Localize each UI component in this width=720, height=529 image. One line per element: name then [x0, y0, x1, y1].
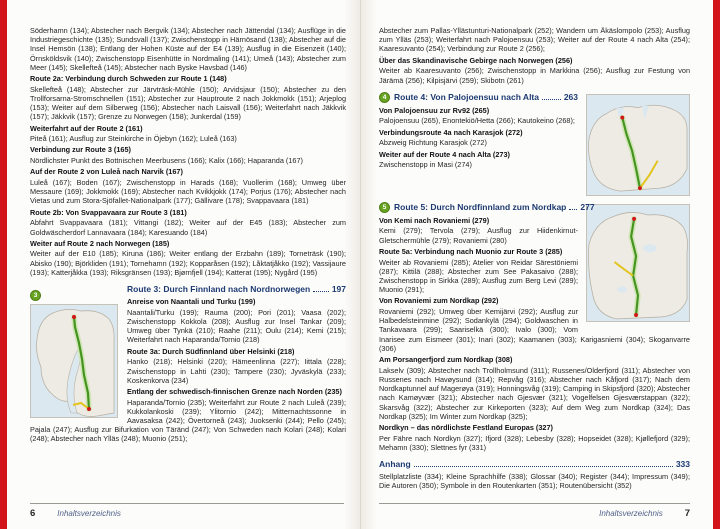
toc-subheading: Über das Skandinavische Gebirge nach Norwegen (256) — [379, 55, 573, 65]
toc-paragraph: Zwischenstopp in Masi (274) — [379, 160, 472, 170]
route-3-number-badge: 3 — [30, 290, 41, 301]
toc-paragraph: Abstecher zum Pallas-Yllästunturi-Nationalpark (252); Wandern um Äkäslompolo (253); Ausflug zum Ylläs (253); Weiterfahrt nach Palojoensuu (253); Weiter auf der Route 4 nach Alta (254); Kaaresuvanto (254); Verbindung zur Route 2 (256); — [379, 26, 690, 54]
toc-paragraph: Naantali/Turku (199); Rauma (200); Pori (201); Vaasa (202); Zwischenstopp Kokkola (208); Ausflug zur Insel Tankar (209); Umweg über Tynkä (210); Raahe (211); Oulu (214); Kemi (215); Weiterfahrt nach Haparanda/Tornio (218) — [127, 307, 346, 345]
dotted-leader — [313, 291, 329, 292]
page-right — [360, 0, 720, 529]
toc-subheading: Weiterfahrt auf der Route 2 (161) — [30, 123, 143, 133]
anhang-heading — [379, 459, 690, 469]
route-4-number-badge: 4 — [379, 92, 390, 103]
toc-subheading: Von Kemi nach Rovaniemi (279) — [379, 215, 490, 225]
toc-paragraph: Kemi (279); Tervola (279); Ausflug zur Hiidenkirnut-Gletschermühle (279); Rovaniemi (280) — [379, 226, 578, 245]
footer-label: Inhaltsverzeichnis — [599, 509, 663, 518]
toc-paragraph: Nördlichster Punkt des Bottnischen Meerbusens (166); Kalix (166); Haparanda (167) — [30, 156, 303, 166]
toc-paragraph: Abfahrt Svappavaara (181); Vittangi (182); Weiter auf der E45 (183); Abstecher zum Goldwäscherdorf Lannavaara (184); Karesuando (184) — [30, 218, 346, 237]
route-4-section — [379, 92, 690, 170]
toc-paragraph: Söderhamn (134); Abstecher nach Bergvik (134); Abstecher nach Jättendal (134); Ausflüge in die Industriegeschichte (135); Sundsvall (137); Zwischenstopp in Härnösand (138); Abstecher auf die Insel Hemsön (138); Entlang der Hohen Küste auf der E4 (139); Ausflug in die Eisenzeit (140); Örnsköldsvik (140); Zwischenstopp Eisenhütte in Nordmaling (141); Umeå (143); Abstecher zum Meer (145); Skellefteå (145); Abstecher nach Byske Havsbad (146) — [30, 26, 346, 72]
page-number: 7 — [684, 508, 690, 519]
footer-right — [379, 503, 690, 519]
route-3-title: Route 3: Durch Finnland nach Nordnorwegen — [127, 284, 311, 295]
route-3-map-column — [30, 284, 118, 418]
toc-paragraph: Lakselv (309); Abstecher nach Trollholmsund (311); Russenes/Olderfjord (311); Abstecher von Russenes nach Havøysund (314); Repvåg (316); Abstecher nach Kåfjord (317); Nach dem Nordkaptunnel auf Magerøya (319); Honningsvåg (319); Camping in Skipsfjord (320); Abstecher nach Kamøyvær (321); Abstecher nach Gjesvær (321); Vogelfelsen Gjesværstappan (322); Skarsvåg (322); Abstecher zur Kirkeporten (323); Auf dem Weg zum Nordkap (324); Das Nordkap (325); Im Winter zum Nordkap (325); — [379, 365, 690, 421]
toc-subheading: Auf der Route 2 von Luleå nach Narvik (167) — [30, 167, 183, 177]
toc-subheading: Anreise von Naantali und Turku (199) — [127, 297, 256, 307]
toc-paragraph: Weiter auf der E10 (185); Kiruna (186); Weiter entlang der Erzbahn (189); Torneträsk (190); Abisko (190); Björkliden (191); Tornehamn (192); Kopparåsen (192); Låktatjåkko (192); Vassijaure (193); Katterjåkka (193); Riksgränsen (193); Bjørnfjell (194); Katterat (195); Nygård (195) — [30, 249, 346, 277]
toc-subheading: Von Rovaniemi zum Nordkap (292) — [379, 296, 499, 306]
toc-subheading: Verbindung zur Route 3 (165) — [30, 145, 131, 155]
route-4-title: Route 4: Von Palojoensuu nach Alta — [394, 92, 539, 103]
page-number: 6 — [30, 508, 36, 519]
page-edge-bar-right — [713, 0, 720, 529]
toc-paragraph: Haparanda/Tornio (235); Weiterfahrt zur Route 2 nach Luleå (239); Kukkolankoski (239); Ylitornio (242); Mitternachtssonne in Aavasaksa (242); Övertorneå (243); Juoksenki (244); Pello (245); Pajala (247); Ausflug zur Bifurkation von Täränd (247); Von Schweden nach Kolari (248); Kolari (248); Abstecher nach Ylläs (248); Muonio (251); — [30, 397, 346, 444]
route-5-title: Route 5: Durch Nordfinnland zum Nordkap — [394, 202, 567, 213]
toc-paragraph: Skellefteå (148); Abstecher zur Järvträsk-Mühle (150); Arvidsjaur (150); Abstecher zu den Trollforsarna-Stromschnellen (151); Abstecher zur Hauptroute 2 nach Jokkmokk (151); Arjeplog (153); Weiter auf dem Silberweg (156); Abstecher nach Laisvall (156); Weiterfahrt nach Jäkkvik (157); Jäkkvik (157); Grenze zu Norwegen (158); Junkerdal (159) — [30, 84, 346, 122]
toc-subheading: Von Palojoensuu zur Rv92 (265) — [379, 105, 490, 115]
toc-subheading: Route 2a: Verbindung durch Schweden zur Route 1 (148) — [30, 74, 227, 84]
route-5-section — [379, 202, 690, 452]
route-4-page-number: 263 — [563, 92, 578, 103]
route-5-map-column — [586, 204, 690, 322]
page-edge-bar-left — [0, 0, 7, 529]
toc-paragraph: Piteå (161); Ausflug zur Steinkirche in Öjebyn (162); Luleå (163) — [30, 134, 237, 144]
route-3-heading — [127, 284, 346, 294]
dotted-leader — [542, 99, 561, 100]
toc-paragraph: Abzweig Richtung Karasjok (272) — [379, 138, 487, 148]
toc-paragraph: Per Fähre nach Nordkyn (327); Ifjord (328); Lebesby (328); Hopseidet (328); Kjøllefjord (329); Mehamn (330); Slettnes fyr (331) — [379, 433, 690, 452]
route-4-map — [586, 94, 690, 196]
route-5-number-badge: 5 — [379, 202, 390, 213]
toc-subheading: Weiter auf Route 2 nach Norwegen (185) — [30, 238, 170, 248]
toc-paragraph: Palojoensuu (265), Enontekiö/Hetta (266); Kautokeino (268); — [379, 116, 575, 126]
dotted-leader — [414, 466, 673, 467]
toc-paragraph: Weiter ab Rovaniemi (285); Atelier von Reidar Särestöniemi (287); Kittilä (288); Abstecher zum See Pakasaivo (288); Zwischenstopp in Sirkka (289); Ausflug zum Berg Levi (289); Muonio (291); — [379, 257, 578, 295]
toc-subheading: Verbindungsroute 4a nach Karasjok (272) — [379, 127, 523, 137]
route-3-page-number: 197 — [331, 284, 346, 295]
toc-paragraph: Rovaniemi (292); Umweg über Kemijärvi (292); Ausflug zur Halbedelsteinmine (292); Sodankylä (294); Goldwaschen in Tankavaara (299); Saariselkä (300); Ivalo (300); Vom Inarisee zum Eismeer (301); Inari (302); Kaamanen (303); Karigasniemi (304); Skoganvarre (306) — [379, 307, 690, 353]
anhang-section — [379, 459, 690, 490]
toc-paragraph: Hanko (218); Helsinki (220); Hämeenlinna (227); Iittala (228); Zwischenstopp in Lahti (230); Tampere (230); Jyväskylä (233); Koskenkorva (234) — [127, 357, 346, 385]
toc-subheading: Route 5a: Verbindung nach Muonio zur Route 3 (285) — [379, 246, 563, 256]
toc-paragraph: Weiter ab Kaaresuvanto (256); Zwischenstopp in Markkina (256); Ausflug zur Festung von Järämä (256); Kilpisjärvi (259); Skibotn (261) — [379, 66, 690, 85]
toc-subheading: Route 3a: Durch Südfinnland über Helsinki (218) — [127, 346, 295, 356]
route-4-map-column — [586, 94, 690, 196]
dotted-leader — [569, 209, 577, 210]
footer-left — [30, 503, 344, 519]
toc-subheading: Nordkyn – das nördlichste Festland Europas (327) — [379, 422, 553, 432]
route-3-section — [30, 284, 346, 444]
route-5-page-number: 277 — [580, 202, 595, 213]
toc-subheading: Entlang der schwedisch-finnischen Grenze nach Norden (235) — [127, 386, 342, 396]
toc-subheading: Am Porsangerfjord zum Nordkap (308) — [379, 355, 513, 365]
toc-paragraph: Luleå (167); Boden (167); Zwischenstopp in Harads (168); Vuollerim (168); Umweg über Messaure (169); Jokkmokk (169); Abstecher nach Kvikkjokk (174); Porjus (176); Abstecher nach Vietas und zum Stora-Sjöfallet-Nationalpark (177); Gällivare (178); Svappavaara (181) — [30, 178, 346, 206]
toc-paragraph: Stellplatzliste (334); Kleine Sprachhilfe (338); Glossar (340); Register (344); Impressum (349); Die Autoren (350); Symbole in den Routenkarten (351); Routenübersicht (352) — [379, 472, 690, 491]
anhang-title: Anhang — [379, 459, 411, 470]
route-4-heading — [379, 92, 578, 103]
toc-subheading: Route 2b: Von Svappavaara zur Route 3 (181) — [30, 207, 187, 217]
route-5-heading — [379, 202, 595, 213]
toc-subheading: Weiter auf der Route 4 nach Alta (273) — [379, 149, 510, 159]
anhang-page-number: 333 — [675, 459, 690, 470]
footer-label: Inhaltsverzeichnis — [57, 509, 121, 518]
route-5-map — [586, 204, 690, 322]
route-3-map — [30, 304, 118, 418]
